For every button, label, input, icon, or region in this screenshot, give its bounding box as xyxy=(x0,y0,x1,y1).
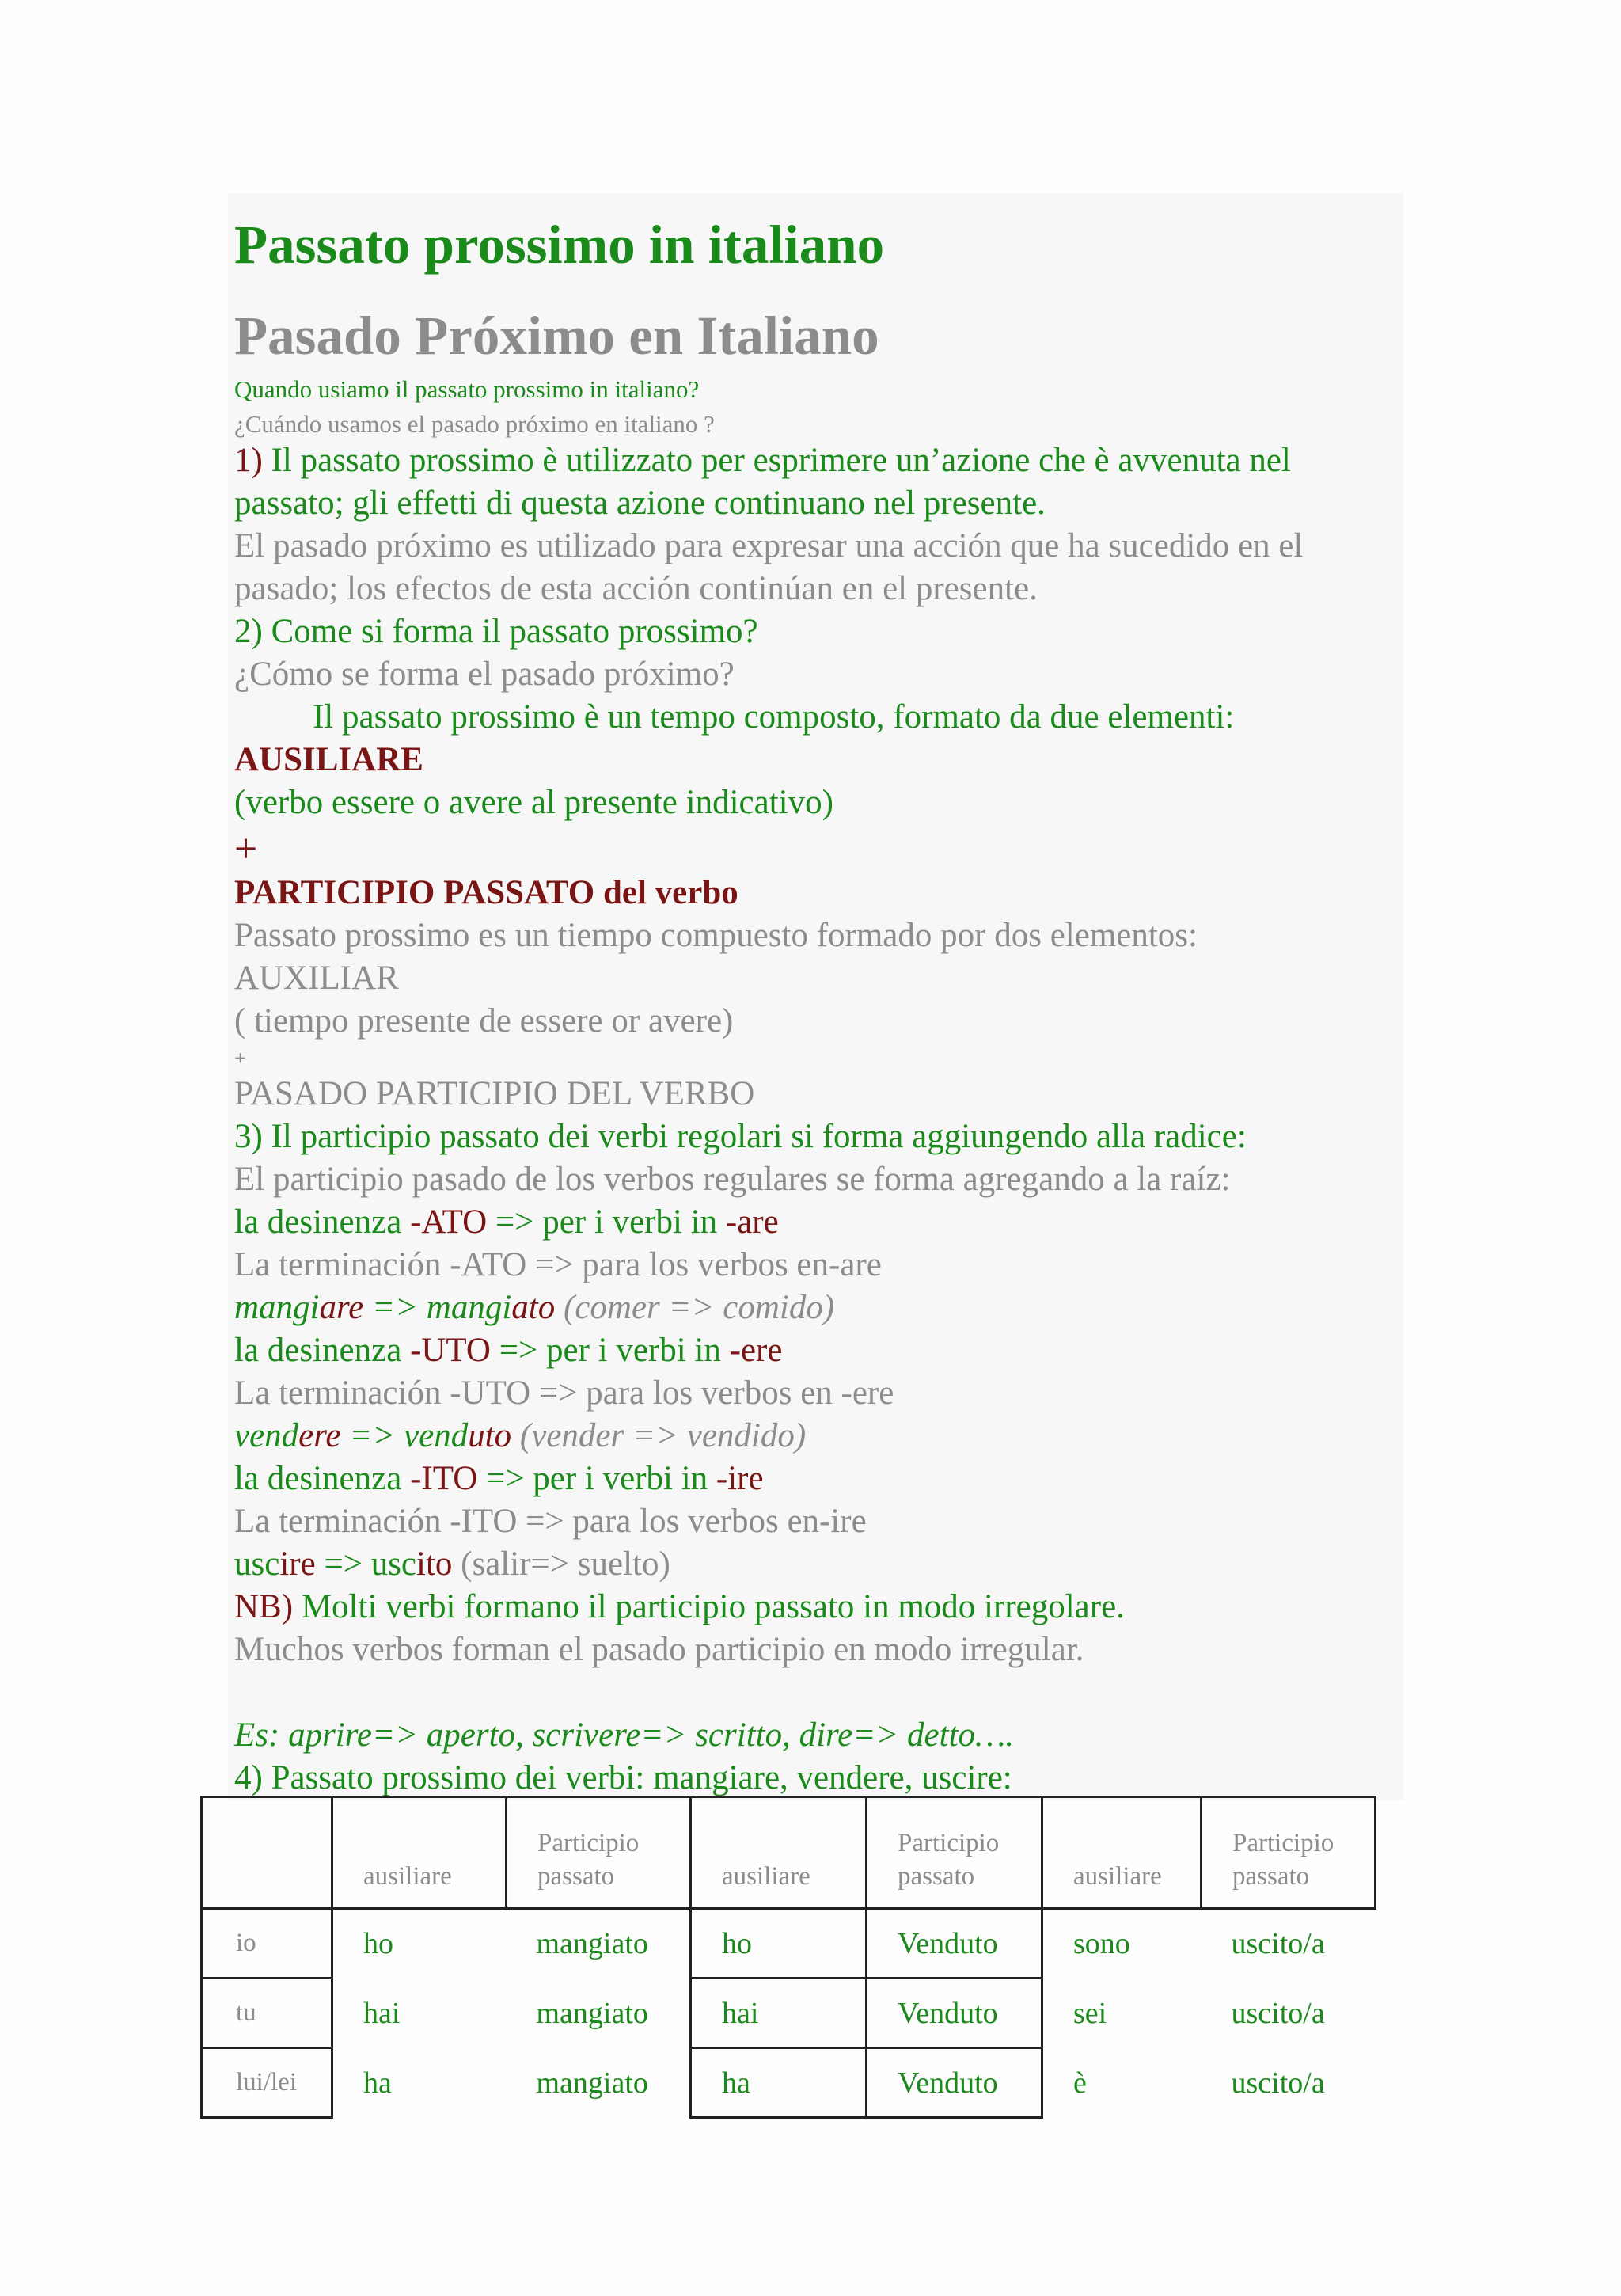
point-2-intro-spanish: Passato prossimo es un tiempo compuesto formado por dos elementos: xyxy=(234,917,1198,954)
header-participio-3: Participio passato xyxy=(1202,1797,1376,1909)
table-header-row xyxy=(202,1797,1376,1909)
ausiliare-cell: sei xyxy=(1073,1996,1107,2030)
question-spanish: ¿Cuándo usamos el pasado próximo en italiano ? xyxy=(234,410,715,438)
nb-italian: NB) Molti verbi formano il participio passato in modo irregolare. xyxy=(234,1588,1125,1625)
plus-sign: + xyxy=(234,827,258,872)
auxiliar-note: ( tiempo presente de essere or avere) xyxy=(234,1002,734,1040)
participio-cell: mangiato xyxy=(536,2066,648,2100)
pronoun-cell: io xyxy=(202,1909,332,1979)
ausiliare-cell: è xyxy=(1073,2066,1087,2100)
point-1-spanish-line1: El pasado próximo es utilizado para expresar una acción que ha sucedido en el xyxy=(234,527,1304,564)
ausiliare-cell: ha xyxy=(691,2048,867,2118)
pronoun-cell: lui/lei xyxy=(202,2048,332,2118)
ausiliare-cell: hai xyxy=(691,1979,867,2048)
ausiliare-cell: sono xyxy=(1073,1927,1130,1961)
participio-cell: uscito/a xyxy=(1231,2066,1325,2100)
ausiliare-cell: ho xyxy=(691,1909,867,1979)
participio-cell: mangiato xyxy=(536,1927,648,1961)
point-2-italian: 2) Come si forma il passato prossimo? xyxy=(234,613,758,650)
auxiliar-label: AUXILIAR xyxy=(234,960,399,997)
participio-label: PARTICIPIO PASSATO del verbo xyxy=(234,874,738,911)
point-4-title: 4) Passato prossimo dei verbi: mangiare, vendere, uscire: xyxy=(234,1759,1012,1796)
ausiliare-cell: ho xyxy=(363,1927,393,1961)
header-participio-1: Participio passato xyxy=(507,1797,691,1909)
ausiliare-label: AUSILIARE xyxy=(234,741,423,778)
table-row xyxy=(202,1909,1376,1979)
point-1-spanish-line2: pasado; los efectos de esta acción continúan en el presente. xyxy=(234,570,1038,607)
example-uscire: uscire => uscito (salir=> suelto) xyxy=(234,1545,670,1583)
point-1-italian-line1: 1) Il passato prossimo è utilizzato per esprimere un’azione che è avvenuta nel xyxy=(234,442,1291,479)
header-ausiliare-3: ausiliare xyxy=(1042,1797,1202,1909)
participio-cell: Venduto xyxy=(867,1909,1042,1979)
nb-spanish: Muchos verbos forman el pasado participio en modo irregular. xyxy=(234,1631,1084,1668)
point-3-spanish: El participio pasado de los verbos regulares se forma agregando a la raíz: xyxy=(234,1161,1231,1198)
header-cell-empty xyxy=(202,1797,332,1909)
participio-cell: uscito/a xyxy=(1231,1996,1325,2030)
ausiliare-cell: hai xyxy=(363,1996,401,2030)
terminacion-ito: La terminación -ITO => para los verbos en-ire xyxy=(234,1503,867,1540)
point-2-intro-italian: Il passato prossimo è un tempo composto, formato da due elementi: xyxy=(313,698,1235,736)
point-2-spanish: ¿Cómo se forma el pasado próximo? xyxy=(234,656,735,693)
ausiliare-note: (verbo essere o avere al presente indicativo) xyxy=(234,784,833,821)
desinenza-uto: la desinenza -UTO => per i verbi in -ere xyxy=(234,1332,783,1369)
ausiliare-cell: ha xyxy=(363,2066,392,2100)
header-ausiliare-1: ausiliare xyxy=(332,1797,507,1909)
plus-sign-spanish: + xyxy=(234,1047,246,1070)
example-vendere: vendere => venduto (vender => vendido) xyxy=(234,1417,807,1454)
terminacion-ato: La terminación -ATO => para los verbos en-are xyxy=(234,1246,882,1283)
desinenza-ato: la desinenza -ATO => per i verbi in -are xyxy=(234,1203,779,1241)
irregular-examples: Es: aprire=> aperto, scrivere=> scritto, dire=> detto…. xyxy=(234,1716,1015,1754)
table-row xyxy=(202,2048,1376,2118)
header-participio-2: Participio passato xyxy=(867,1797,1042,1909)
participio-cell: mangiato xyxy=(536,1996,648,2030)
desinenza-ito: la desinenza -ITO => per i verbi in -ire xyxy=(234,1460,764,1497)
title-italian: Passato prossimo in italiano xyxy=(234,215,885,275)
title-spanish: Pasado Próximo en Italiano xyxy=(234,306,879,366)
pasado-participio-label: PASADO PARTICIPIO DEL VERBO xyxy=(234,1075,755,1112)
terminacion-uto: La terminación -UTO => para los verbos en -ere xyxy=(234,1374,894,1412)
table-row xyxy=(202,1979,1376,2048)
point-3-italian: 3) Il participio passato dei verbi regolari si forma aggiungendo alla radice: xyxy=(234,1118,1247,1155)
point-1-italian-line2: passato; gli effetti di questa azione continuano nel presente. xyxy=(234,485,1046,522)
pronoun-cell: tu xyxy=(202,1979,332,2048)
participio-cell: Venduto xyxy=(867,1979,1042,2048)
participio-cell: uscito/a xyxy=(1231,1927,1325,1961)
question-italian: Quando usiamo il passato prossimo in italiano? xyxy=(234,375,700,403)
example-mangiare: mangiare => mangiato (comer => comido) xyxy=(234,1289,835,1326)
participio-cell: Venduto xyxy=(867,2048,1042,2118)
conjugation-table xyxy=(200,1796,1376,2119)
header-ausiliare-2: ausiliare xyxy=(691,1797,867,1909)
